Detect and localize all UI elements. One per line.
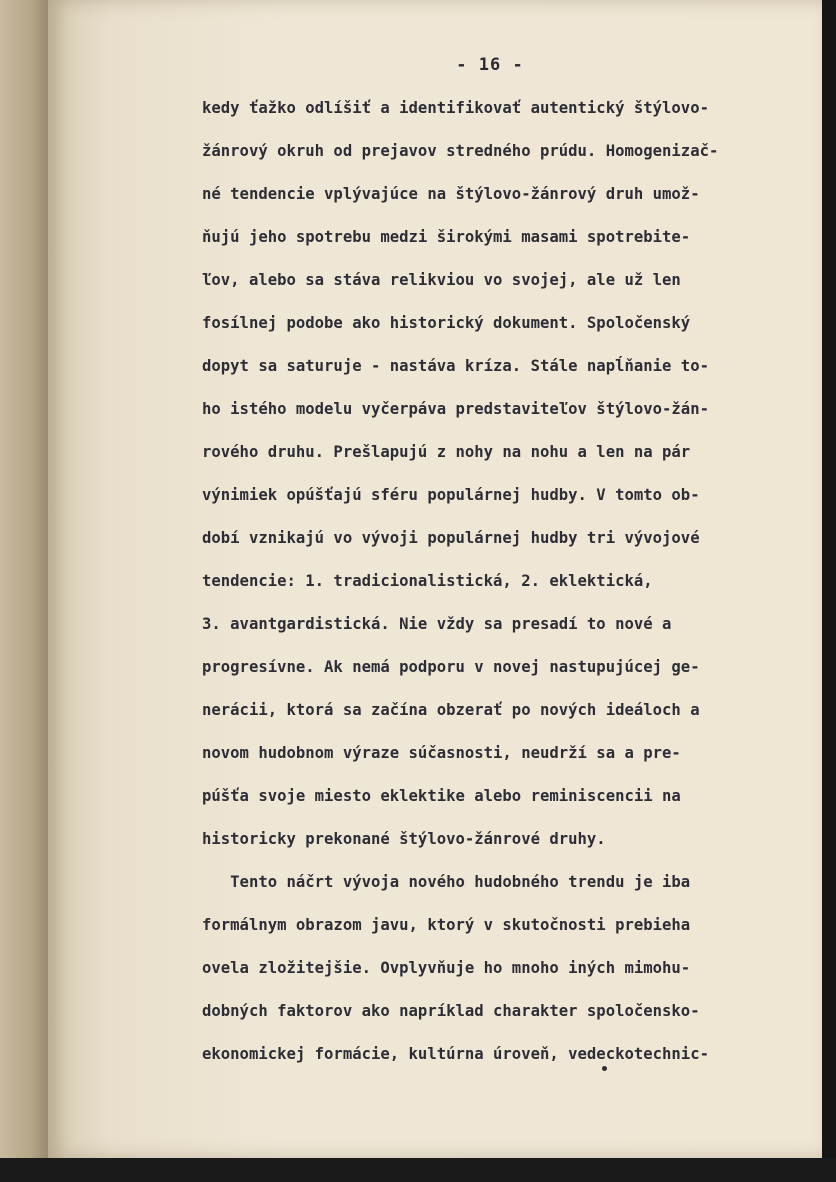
text-line: dobí vznikajú vo vývoji populárnej hudby tri vývojové: [202, 529, 700, 547]
text-line: progresívne. Ak nemá podporu v novej nastupujúcej ge-: [202, 658, 700, 676]
text-line: tendencie: 1. tradicionalistická, 2. eklektická,: [202, 572, 653, 590]
text-line: ľov, alebo sa stáva relikviou vo svojej, ale už len: [202, 271, 681, 289]
text-line: historicky prekonané štýlovo-žánrové druhy.: [202, 830, 606, 848]
ink-dot: [602, 1066, 607, 1071]
page-number: - 16 -: [456, 55, 524, 75]
text-line: Tento náčrt vývoja nového hudobného trendu je iba: [202, 873, 691, 891]
text-line: ovela zložitejšie. Ovplyvňuje ho mnoho iných mimohu-: [202, 959, 691, 977]
scanner-edge-bottom: [0, 1158, 836, 1182]
text-line: ňujú jeho spotrebu medzi širokými masami spotrebite-: [202, 228, 691, 246]
text-line: dopyt sa saturuje - nastáva kríza. Stále napĺňanie to-: [202, 357, 709, 375]
text-line: fosílnej podobe ako historický dokument. Spoločenský: [202, 314, 691, 332]
text-line: žánrový okruh od prejavov stredného prúdu. Homogenizač-: [202, 142, 719, 160]
text-line: ekonomickej formácie, kultúrna úroveň, vedeckotechnic-: [202, 1045, 709, 1063]
text-line: dobných faktorov ako napríklad charakter spoločensko-: [202, 1002, 700, 1020]
text-line: výnimiek opúšťajú sféru populárnej hudby. V tomto ob-: [202, 486, 700, 504]
text-line: novom hudobnom výraze súčasnosti, neudrží sa a pre-: [202, 744, 681, 762]
scanner-edge-right: [822, 0, 836, 1182]
text-line: formálnym obrazom javu, ktorý v skutočnosti prebieha: [202, 916, 691, 934]
text-line: púšťa svoje miesto eklektike alebo reminiscencii na: [202, 787, 681, 805]
text-line: nerácii, ktorá sa začína obzerať po nových ideáloch a: [202, 701, 700, 719]
text-line: kedy ťažko odlíšiť a identifikovať autentický štýlovo-: [202, 99, 709, 117]
text-line: rového druhu. Prešlapujú z nohy na nohu a len na pár: [202, 443, 691, 461]
text-line: né tendencie vplývajúce na štýlovo-žánrový druh umož-: [202, 185, 700, 203]
text-line: ho istého modelu vyčerpáva predstaviteľov štýlovo-žán-: [202, 400, 709, 418]
text-line: 3. avantgardistická. Nie vždy sa presadí to nové a: [202, 615, 672, 633]
